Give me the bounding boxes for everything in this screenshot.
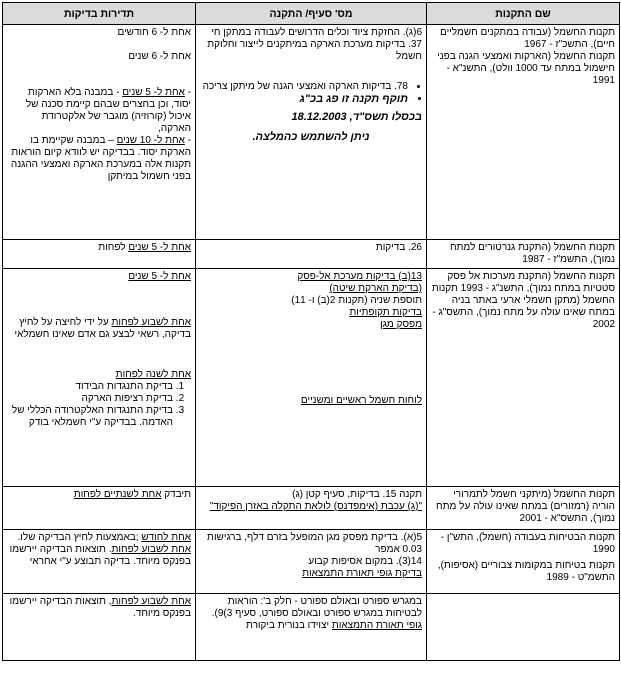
header-row <box>3 3 620 25</box>
section-text: מפסק מגן <box>380 319 422 330</box>
section-cell: 26. בדיקות <box>196 240 427 269</box>
frequency-desc: – במבנה שקיימת בו הארקת יסוד. בבדיקה יש לוודא קיום הוראות תקנות אלה במערכת הארקה ואמצעי ההגנה בפני חשמול במיתקן <box>10 135 191 182</box>
table-row <box>3 25 620 240</box>
frequency-desc: - במבנה בלא הארקות יסוד, וכן בחצרים שבהם קיימת סכנה של איכול (קורוזיה) מוגבר של אלקטרודת הארקה, <box>25 87 191 134</box>
frequency-text <box>7 135 191 183</box>
regulation-cell: תקנות החשמל (התקנת מערכות אל פסק סטטיות במתח נמוך), התשנ"ג - 1993 תקנות החשמל (מתקן חשמלי ארעי באתר בניה במתח שאינו עולה על מתח נמוך), התשס"ג - 2002 <box>427 269 620 487</box>
section-text: (בדיקת הארקת שיטה) <box>329 283 422 294</box>
list-item: 1. בדיקת התנגדות הבידוד <box>7 381 173 393</box>
list-item: 3. בדיקת התנגדות האלקטרודה הכללי של האדמה. בבדיקה ע"י חשמלאי בודק <box>7 405 173 429</box>
frequency-text <box>7 87 191 135</box>
list-item: 2. בדיקת רציפות הארקה <box>7 393 173 405</box>
section-text: 6(ג). החזקת ציוד וכלים הדרושים לעבודה במתקן חי <box>211 27 422 38</box>
section-text: 5(א). בדיקת מפסק מגן המופעל בזרם דלף, ברגישות 0.03 אמפר <box>207 532 422 555</box>
table-row <box>3 530 620 594</box>
regulation-cell: תקנות החשמל (התקנת גנרטורים למתח נמוך), התשמ"ז - 1987 <box>427 240 620 269</box>
frequency-prefix: - <box>184 87 191 98</box>
section-text <box>200 620 422 632</box>
section-text: בדיקות תקופתיות <box>349 307 422 318</box>
regulation-cell: תקנות החשמל (מיתקני חשמל לתמרורי הוריה (רמזורים) במתח שאינו עולה על מתח נמוך), התשס"א - 2001 <box>427 487 620 530</box>
section-bullets <box>200 81 422 105</box>
frequency-cell <box>3 594 196 661</box>
section-text: 13(ב) בדיקות מערכת אל-פסק <box>297 271 422 282</box>
section-text: במגרש ספורט ובאולם ספורט - חלק ב': הוראות לבטיחות במגרש ספורט ובאולם ספורט, סעיף 3)9). <box>211 596 422 619</box>
frequency-period: אחת לשנתיים לפחות <box>73 489 162 500</box>
frequency-cell <box>3 269 196 487</box>
header-frequency: תדירות בדיקות <box>3 3 196 25</box>
frequency-desc: על ידי לחיצה על לחיץ בדיקה, רשאי לבצע גם אדם שאינו חשמלאי <box>14 317 191 340</box>
section-cell <box>196 530 427 594</box>
frequency-period: אחת ל- 5 שנים <box>128 271 191 282</box>
regulation-cell <box>427 594 620 661</box>
section-text-underlined: גופי תאורת התמצאות <box>331 620 422 631</box>
frequency-desc: , תוצאות הבדיקה יירשמו בפנקס מיוחד. <box>9 596 191 619</box>
section-text: תוספת שניה (תקנות 2(ב) ו- 11) <box>291 295 422 306</box>
regulation-cell <box>427 530 620 594</box>
frequency-text: אחת ל- 6 חודשים <box>117 27 191 38</box>
section-text: תקנה 15. בדיקות, סעיף קטן (ג) <box>292 489 422 500</box>
section-cell <box>196 25 427 240</box>
section-text: 37. בדיקות מערכת הארקה במיתקנים לייצור וחלוקת חשמל <box>207 39 422 62</box>
frequency-desc: . תוצאות הבדיקה יירשמו בפנקס מיוחד. בדיקה תבוצע ע"י אחראי <box>9 544 191 567</box>
table-row <box>3 594 620 661</box>
frequency-desc: תיבדק <box>161 489 191 500</box>
frequency-period: אחת לחודש <box>141 532 191 543</box>
frequency-period: אחת ל- 10 שנים <box>116 135 185 146</box>
section-text-rest: יצוידו בנורית ביקורת <box>245 620 332 631</box>
frequency-period: אחת לשבוע לפחות <box>111 596 191 607</box>
frequency-period: אחת ל- 5 שנים <box>128 242 191 253</box>
table-row <box>3 487 620 530</box>
regulations-table <box>2 2 620 661</box>
frequency-period: אחת לשבוע לפחות <box>111 544 191 555</box>
frequency-text <box>7 317 191 341</box>
frequency-prefix: - <box>184 135 191 146</box>
section-cell <box>196 487 427 530</box>
frequency-desc: לפחות <box>98 242 129 253</box>
table-row <box>3 269 620 487</box>
frequency-period: אחת ל- 5 שנים <box>122 87 185 98</box>
table-row <box>3 240 620 269</box>
frequency-cell <box>3 25 196 240</box>
regulation-text: תקנות החשמל (הארקות ואמצעי הגנה בפני חישמול במתח עד 1000 וולט), התשנ"א - 1991 <box>437 51 615 86</box>
frequency-period: אחת לשבוע לפחות <box>111 317 191 328</box>
header-regulation: שם התקנות <box>427 3 620 25</box>
section-text: לוחות חשמל ראשיים ומשניים <box>300 395 422 406</box>
frequency-cell <box>3 530 196 594</box>
section-text: בדיקת גופי תאורת התמצאות <box>302 568 422 579</box>
section-cell <box>196 269 427 487</box>
check-list <box>7 381 191 429</box>
frequency-text: אחת ל- 6 שנים <box>128 51 191 62</box>
frequency-desc: ;באמצעות לחיץ הבדיקה שלו. <box>17 532 142 543</box>
regulation-cell <box>427 25 620 240</box>
section-text: 14(3). במקום אסיפות קבוע <box>308 556 422 567</box>
frequency-cell <box>3 240 196 269</box>
list-item: • 78. בדיקות הארקה ואמצעי הגנה של מיתקן צריכה <box>200 81 408 93</box>
frequency-text <box>7 544 191 568</box>
section-cell <box>196 594 427 661</box>
frequency-period: אחת לשנה לפחות <box>115 369 191 380</box>
header-section: מס' סעיף/ התקנה <box>196 3 427 25</box>
frequency-cell <box>3 487 196 530</box>
section-text: "(ג) עכבת (אימפדנס) לולאת התקלה באזרן הפיקוד" <box>209 501 422 512</box>
expiry-date: בכסלו תשס"ד, 18.12.2003 <box>291 111 422 123</box>
regulation-text: תקנות הבטיחות בעבודה (חשמל), התש"ן - 1990 <box>440 532 615 555</box>
list-item: • תוקף תקנה זו פג בכ"ג <box>200 93 408 105</box>
recommendation-note: ניתן להשתמש כהמלצה. <box>252 131 370 143</box>
regulation-text: תקנות החשמל (עבודה במתקנים חשמליים חיים), התשכ"ז - 1967 <box>440 27 615 50</box>
frequency-text <box>7 532 191 544</box>
regulation-text: תקנות בטיחות במקומות צבוריים (אסיפות), התשמ"ט - 1989 <box>437 560 615 583</box>
